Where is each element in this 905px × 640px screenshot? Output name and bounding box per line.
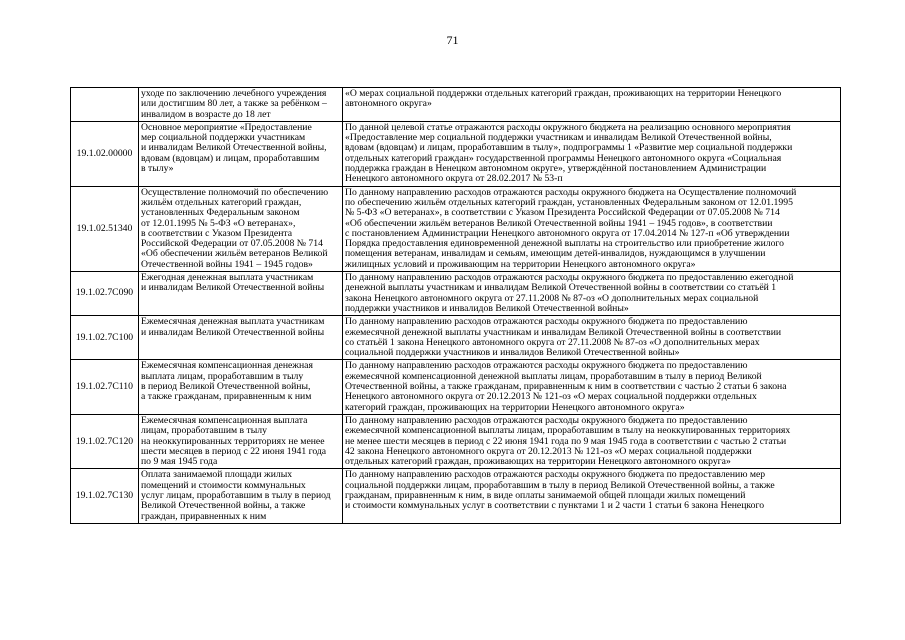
expense-name-cell (139, 88, 343, 122)
expense-description-line: № 5-ФЗ «О ветеранах», в соответствии с Указом Президента Российской Федерации от 07.05.2008 № 714 (345, 207, 780, 219)
expense-description-line: автономного округа» (345, 98, 432, 110)
expense-name-line: лицам, проработавшим в тылу (141, 425, 267, 437)
expense-description-line: гражданам, приравненным к ним, в виде оплаты занимаемой общей площади жилых помещений (345, 489, 746, 501)
expense-name-line: «Об обеспечении жильём ветеранов Великой (141, 248, 328, 260)
expense-name-line: и инвалидам Великой Отечественной войны (141, 326, 325, 338)
expense-description-line: с постановлением Администрации Ненецкого автономного округа от 17.04.2014 № 127-п «Об утверждении (345, 227, 790, 239)
expense-description-line: денежной выплаты участникам и инвалидам Великой Отечественной войны в соответствии со статьёй 1 (345, 282, 777, 294)
table-row (71, 360, 841, 414)
expense-name-cell (139, 121, 343, 186)
expense-description-line: закона Ненецкого автономного округа от 27.11.2008 № 87-оз «О дополнительных мерах социальной (345, 292, 759, 304)
expense-description-line: жилищных условий и проживающим на территории Ненецкого автономного округа» (345, 258, 696, 270)
expense-name-line: помещений и стоимости коммунальных (141, 479, 306, 491)
expense-name-cell (139, 186, 343, 271)
expense-description-line: Отечественной войны, а также гражданам, приравненным к ним в соответствии с частью 2 статьи 6 закона (345, 381, 787, 393)
expense-description-line: социальной поддержки участников и инвалидов Великой Отечественной войны» (345, 347, 680, 359)
expense-name-cell (139, 414, 343, 468)
expense-description-line: не менее шести месяцев в период с 22 июня 1941 года по 9 мая 1945 года в соответствии с частью 2 статьи (345, 435, 787, 447)
expense-name-line: от 12.01.1995 № 5-ФЗ «О ветеранах», (141, 217, 296, 229)
expense-name-line: уходе по заключению лечебного учреждения (141, 88, 327, 99)
expense-description-line: 42 закона Ненецкого автономного округа от 20.12.2013 № 121-оз «О мерах социальной поддержки (345, 445, 752, 457)
budget-code-cell: 19.1.02.7С090 (71, 272, 139, 316)
expense-name-line: Ежемесячная компенсационная выплата (141, 414, 308, 426)
expense-description-cell (343, 469, 841, 523)
table-row (71, 316, 841, 360)
expense-description-cell (343, 316, 841, 360)
expense-description-line: По данному направлению расходов отражаются расходы окружного бюджета по предоставлению (345, 360, 748, 372)
expense-description-line: «Предоставление мер социальной поддержки участникам и инвалидам Великой Отечественной войны, (345, 132, 772, 144)
expense-description-line: со статьёй 1 закона Ненецкого автономного округа от 27.11.2008 № 87-оз «О дополнительных мерах (345, 336, 760, 348)
page-number: 71 (446, 33, 459, 47)
expense-name-line: по 9 мая 1945 года (141, 456, 218, 468)
expense-name-line: Основное мероприятие «Предоставление (141, 121, 312, 133)
table-row (71, 469, 841, 523)
expense-description-line: отдельных категорий граждан» государственной программы Ненецкого автономного округа «Социальная (345, 152, 782, 164)
expense-name-line: мер социальной поддержки участникам (141, 132, 306, 144)
expense-name-line: граждан, приравненных к ним (141, 510, 267, 522)
table-row (71, 272, 841, 316)
expense-description-line: отдельных категорий граждан, проживающих на территории Ненецкого автономного округа» (345, 456, 731, 468)
expense-name-line: Ежемесячная компенсационная денежная (141, 360, 313, 372)
expense-name-line: на неоккупированных территориях не менее (141, 435, 325, 447)
budget-code-cell: 19.1.02.7С120 (71, 414, 139, 468)
expense-name-cell (139, 469, 343, 523)
budget-code-cell (71, 88, 139, 122)
budget-code-cell: 19.1.02.00000 (71, 121, 139, 186)
budget-code-cell: 19.1.02.7С100 (71, 316, 139, 360)
expense-description-line: Ненецкого автономного округа от 28.02.2017 № 53-п (345, 173, 563, 185)
expense-name-line: Российской Федерации от 07.05.2008 № 714 (141, 238, 323, 250)
expense-name-line: установленных Федеральным законом (141, 207, 300, 219)
expense-name-line: жильём отдельных категорий граждан, (141, 196, 302, 208)
expense-description-line: По данному направлению расходов отражаются расходы окружного бюджета по предоставлению ежегодной (345, 272, 794, 284)
expense-description-line: по обеспечению жильём отдельных категорий граждан, установленных Федеральным законом от 12.01.1995 (345, 196, 793, 208)
budget-code-cell: 19.1.02.7С130 (71, 469, 139, 523)
expense-description-cell (343, 121, 841, 186)
expense-description-line: По данному направлению расходов отражаются расходы окружного бюджета по предоставлению (345, 316, 748, 328)
budget-classification-table (70, 87, 841, 524)
expense-name-line: Ежегодная денежная выплата участникам (141, 272, 314, 284)
expense-name-line: Оплата занимаемой площади жилых (141, 469, 293, 481)
expense-description-cell (343, 186, 841, 271)
expense-description-line: ежемесячной компенсационной денежной выплаты лицам, проработавшим в тылу в период Великой (345, 370, 762, 382)
expense-name-line: услуг лицам, проработавшим в тылу в период (141, 489, 331, 501)
expense-name-line: и инвалидам Великой Отечественной войны (141, 282, 325, 294)
expense-description-line: помещения ветеранам, инвалидам и семьям, имеющим детей-инвалидов, нуждающимся в улучшении (345, 248, 766, 260)
expense-name-line: в тылу» (141, 163, 174, 175)
expense-description-line: социальной поддержки лицам, проработавшим в тылу в период Великой Отечественной войны, а также (345, 479, 775, 491)
expense-name-line: Осуществление полномочий по обеспечению (141, 186, 329, 198)
expense-name-line: шести месяцев в период с 22 июня 1941 года (141, 445, 327, 457)
budget-code-cell: 19.1.02.7С110 (71, 360, 139, 414)
expense-name-line: в период Великой Отечественной войны, (141, 381, 311, 393)
expense-description-cell (343, 414, 841, 468)
expense-description-line: поддержки участников и инвалидов Великой Отечественной войны» (345, 302, 629, 314)
expense-name-line: Ежемесячная денежная выплата участникам (141, 316, 325, 328)
expense-name-line: а также гражданам, приравненным к ним (141, 391, 312, 403)
expense-description-line: Ненецкого автономного округа от 20.12.2013 № 121-оз «О мерах социальной поддержки отдельных (345, 391, 757, 403)
expense-description-line: «Об обеспечении жильём ветеранов Великой Отечественной войны 1941 – 1945 годов», в соответствии (345, 217, 773, 229)
expense-description-line: ежемесячной денежной выплаты участникам и инвалидам Великой Отечественной войны в соответствии (345, 326, 782, 338)
table-body (71, 88, 841, 524)
expense-name-cell (139, 316, 343, 360)
expense-description-line: «О мерах социальной поддержки отдельных категорий граждан, проживающих на территории Ненецкого (345, 88, 782, 99)
expense-description-line: По данному направлению расходов отражаются расходы окружного бюджета по предоставлению мер (345, 469, 766, 481)
expense-name-line: инвалидом в возрасте до 18 лет (141, 108, 271, 120)
budget-code-cell: 19.1.02.51340 (71, 186, 139, 271)
expense-name-line: Великой Отечественной войны, а также (141, 500, 306, 512)
expense-description-cell (343, 88, 841, 122)
expense-name-line: вдовам (вдовцам) и лицам, проработавшим (141, 152, 320, 164)
expense-name-line: и инвалидам Великой Отечественной войны, (141, 142, 327, 154)
expense-name-line: в соответствии с Указом Президента (141, 227, 293, 239)
table-row (71, 414, 841, 468)
expense-name-line: выплата лицам, проработавшим в тылу (141, 370, 304, 382)
table-row (71, 121, 841, 186)
expense-name-cell (139, 272, 343, 316)
expense-name-line: Отечественной войны 1941 – 1945 годов» (141, 258, 313, 270)
expense-name-cell (139, 360, 343, 414)
expense-name-line: или достигшим 80 лет, а также за ребёнком – (141, 98, 327, 110)
expense-description-line: По данному направлению расходов отражаются расходы окружного бюджета на Осуществление полномочий (345, 186, 797, 198)
expense-description-line: и стоимости коммунальных услуг в соответствии с пунктами 1 и 2 части 1 статьи 6 закона Ненецкого (345, 500, 765, 512)
table-row (71, 88, 841, 122)
expense-description-line: категорий граждан, проживающих на территории Ненецкого автономного округа» (345, 401, 685, 413)
expense-description-line: поддержка граждан в Ненецком автономном округе», утверждённой постановлением Администрации (345, 163, 767, 175)
table-row (71, 186, 841, 271)
expense-description-line: вдовам (вдовцам) и лицам, проработавшим в тылу», подпрограммы 1 «Развитие мер социальной поддержки (345, 142, 793, 154)
expense-description-line: Порядка предоставления единовременной денежной выплаты на строительство или приобретение жилого (345, 238, 785, 250)
expense-description-line: По данному направлению расходов отражаются расходы окружного бюджета по предоставлению (345, 414, 748, 426)
expense-description-line: ежемесячной компенсационной выплаты лицам, проработавшим в тылу на неоккупированных территориях (345, 425, 791, 437)
expense-description-cell (343, 360, 841, 414)
expense-description-line: По данной целевой статье отражаются расходы окружного бюджета на реализацию основного мероприятия (345, 121, 791, 133)
expense-description-cell (343, 272, 841, 316)
